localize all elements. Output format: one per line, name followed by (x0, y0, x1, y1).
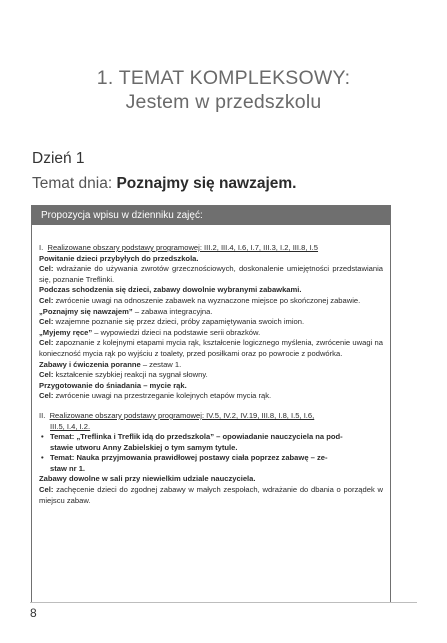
bullet-item-story (39, 432, 383, 453)
section2-areas (39, 411, 383, 422)
topic-title: Poznajmy się nawzajem. (116, 175, 297, 192)
goal-label: Cel: (39, 317, 54, 327)
activity-desc: – zestaw 1. (140, 359, 182, 369)
bullet-item-posture (39, 453, 383, 474)
box-header: Propozycja wpisu w dzienniku zajęć: (32, 206, 390, 225)
activity-title: „Poznajmy się nawzajem” (39, 306, 133, 316)
section2-line1: Zabawy dowolne w sali przy niewielkim udziale nauczyciela. (39, 474, 256, 484)
bullet-icon: • (41, 453, 44, 463)
section1-line5 (39, 307, 383, 318)
goal-label: Cel: (39, 370, 54, 380)
goal-text: zwrócenie uwagi na przestrzeganie kolejnych etapów mycia rąk. (53, 391, 272, 401)
section2-line2 (39, 485, 383, 506)
section1-line3: Podczas schodzenia się dzieci, zabawy dowolnie wybranymi zabawkami. (39, 285, 302, 295)
activity-title: „Myjemy ręce” (39, 327, 93, 337)
section1-line7 (39, 328, 383, 339)
footer-rule (30, 602, 417, 603)
goal-text: zapoznanie z kolejnymi etapami mycia rąk, kształcenie logicznego myślenia, zwrócenie uwagi na konieczność mycia rąk po wyjściu z toalety, przed posiłkami oraz po powrocie z podwórka. (39, 338, 383, 358)
section1-line12 (39, 391, 383, 402)
activity-desc: – zabawa integracyjna. (132, 306, 213, 316)
activity-title: Zabawy i ćwiczenia poranne (39, 359, 141, 369)
bullet-text: stawie utworu Anny Zabielskiej o tym samym tytule. (50, 442, 238, 452)
section1-line2 (39, 264, 383, 285)
bullet-icon: • (41, 432, 44, 442)
section2-areas-cont (39, 422, 383, 433)
goal-label: Cel: (39, 391, 54, 401)
section1-areas-text: Realizowane obszary podstawy programowej: III.2, III.4, I.6, I.7, III.3, I.2, III.8, I.5 (47, 243, 319, 252)
section1-line11: Przygotowanie do śniadania – mycie rąk. (39, 380, 187, 390)
day-heading: Dzień 1 (32, 150, 85, 167)
topic-line (32, 175, 296, 193)
topic-prefix: Temat dnia: (32, 175, 117, 192)
section1-line10 (39, 370, 383, 381)
goal-label: Cel: (39, 485, 54, 495)
bullet-text: Temat: „Treflinka i Treflik idą do przedszkola” – opowiadanie nauczyciela na pod- (50, 432, 343, 442)
section1-line1: Powitanie dzieci przybyłych do przedszkola. (39, 253, 199, 263)
section1-line8 (39, 338, 383, 359)
activity-desc: – wypowiedzi dzieci na podstawie serii obrazków. (92, 327, 261, 337)
goal-text: zwrócenie uwagi na odnoszenie zabawek na wyznaczone miejsce po skończonej zabawie. (53, 295, 361, 305)
goal-label: Cel: (39, 338, 54, 348)
section1-line4 (39, 296, 383, 307)
goal-text: kształcenie szybkiej reakcji na sygnał słowny. (53, 370, 208, 380)
journal-entry-box (31, 205, 391, 603)
section1-areas (39, 243, 383, 254)
chapter-title-line2: Jestem w przedszkolu (125, 91, 322, 113)
goal-text: wzajemne poznanie się przez dzieci, próby zapamiętywania swoich imion. (53, 317, 305, 327)
section2-areas-text-a: Realizowane obszary podstawy programowej: IV.5, IV.2, IV.19, III.8, I.8, I.5, I.6, (49, 410, 315, 420)
section2-areas-text-b: III.5, I.4, I.2. (50, 421, 91, 431)
bullet-text: staw nr 1. (50, 463, 86, 473)
page-number: 8 (30, 606, 37, 620)
box-body (32, 225, 390, 506)
goal-text: wdrażanie do używania zwrotów grzecznościowych, doskonalenie umiejętności przedstawiania się, poznanie Treflinki. (39, 264, 383, 284)
goal-text: zachęcenie dzieci do zgodnej zabawy w małych zespołach, wdrażanie do dbania o porządek w miejscu zabaw. (39, 485, 383, 505)
section1-line9 (39, 360, 383, 371)
section1-num: I. (39, 243, 44, 252)
chapter-title-line1: 1. TEMAT KOMPLEKSOWY: (96, 67, 351, 89)
goal-label: Cel: (39, 264, 54, 274)
section2-num: II. (39, 410, 46, 420)
bullet-text: Temat: Nauka przyjmowania prawidłowej postawy ciała poprzez zabawę – ze- (50, 453, 328, 463)
chapter-heading (0, 66, 447, 114)
goal-label: Cel: (39, 295, 54, 305)
section1-line6 (39, 317, 383, 328)
